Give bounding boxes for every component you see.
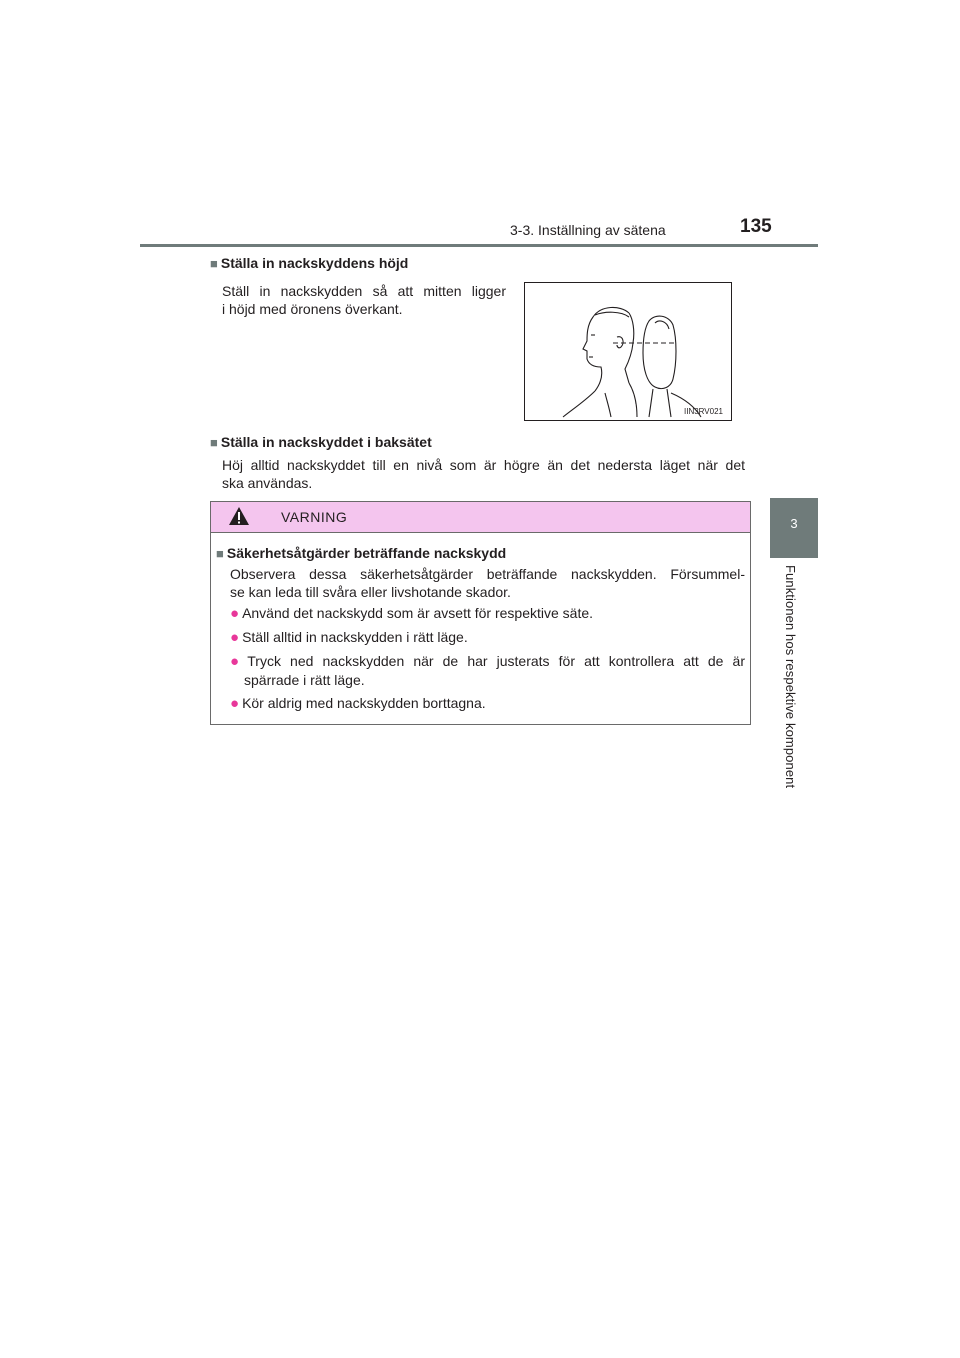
bullet-dot-icon: ● [230,653,245,670]
section-heading-rear-text: Ställa in nackskyddet i baksätet [220,434,432,450]
bullet-dot-icon: ● [230,629,240,646]
head-and-headrest-drawing [525,283,731,420]
warning-subheading-text: Säkerhetsåtgärder beträffande nackskydd [226,545,507,561]
warning-intro-line: Observera dessa säkerhetsåtgärder beträffande nackskydden. Försummel- [230,566,745,582]
warning-box [210,501,751,725]
warning-intro-line: se kan leda till svåra eller livshotande skador. [230,584,511,600]
warning-bullet-text: Tryck ned nackskydden när de har justerats för att kontrollera att de är [247,653,745,669]
warning-bullet [230,694,745,713]
warning-bullet-text: Ställ alltid in nackskydden i rätt läge. [242,629,468,645]
warning-bullet [230,652,745,689]
section-text-line: Höj alltid nackskyddet till en nivå som är högre än det nedersta läget när det [222,457,745,473]
warning-intro [230,565,745,601]
section-text-line: ska användas. [222,475,313,491]
square-bullet-icon: ■ [210,435,218,450]
warning-bullet-text: spärrade i rätt läge. [244,672,365,688]
header-rule [140,244,818,247]
warning-bullet-text: Använd det nackskydd som är avsett för respektive säte. [242,605,594,621]
section-heading-height [210,255,408,271]
section-heading-height-text: Ställa in nackskyddens höjd [220,255,409,271]
headrest-illustration [524,282,732,421]
square-bullet-icon: ■ [216,546,224,561]
bullet-dot-icon: ● [230,695,240,712]
warning-subheading [216,545,506,561]
warning-bullet [230,628,745,647]
warning-triangle-icon [228,506,250,526]
section-text-line: i höjd med öronens överkant. [222,301,403,317]
chapter-tab [770,498,818,558]
page-number: 135 [740,216,772,237]
warning-bullet [230,604,745,623]
figure-code: IIN3RV021 [684,407,723,416]
warning-header [211,502,750,533]
square-bullet-icon: ■ [210,256,218,271]
chapter-label: Funktionen hos respektive komponent [783,565,798,789]
warning-bullet-text: Kör aldrig med nackskydden borttagna. [242,695,486,711]
warning-title: VARNING [281,509,348,525]
chapter-number: 3 [790,516,798,531]
bullet-dot-icon: ● [230,605,240,622]
section-title: 3-3. Inställning av sätena [510,222,666,238]
section-text-line: Ställ in nackskydden så att mitten ligger [222,283,506,299]
section-heading-rear [210,434,432,450]
